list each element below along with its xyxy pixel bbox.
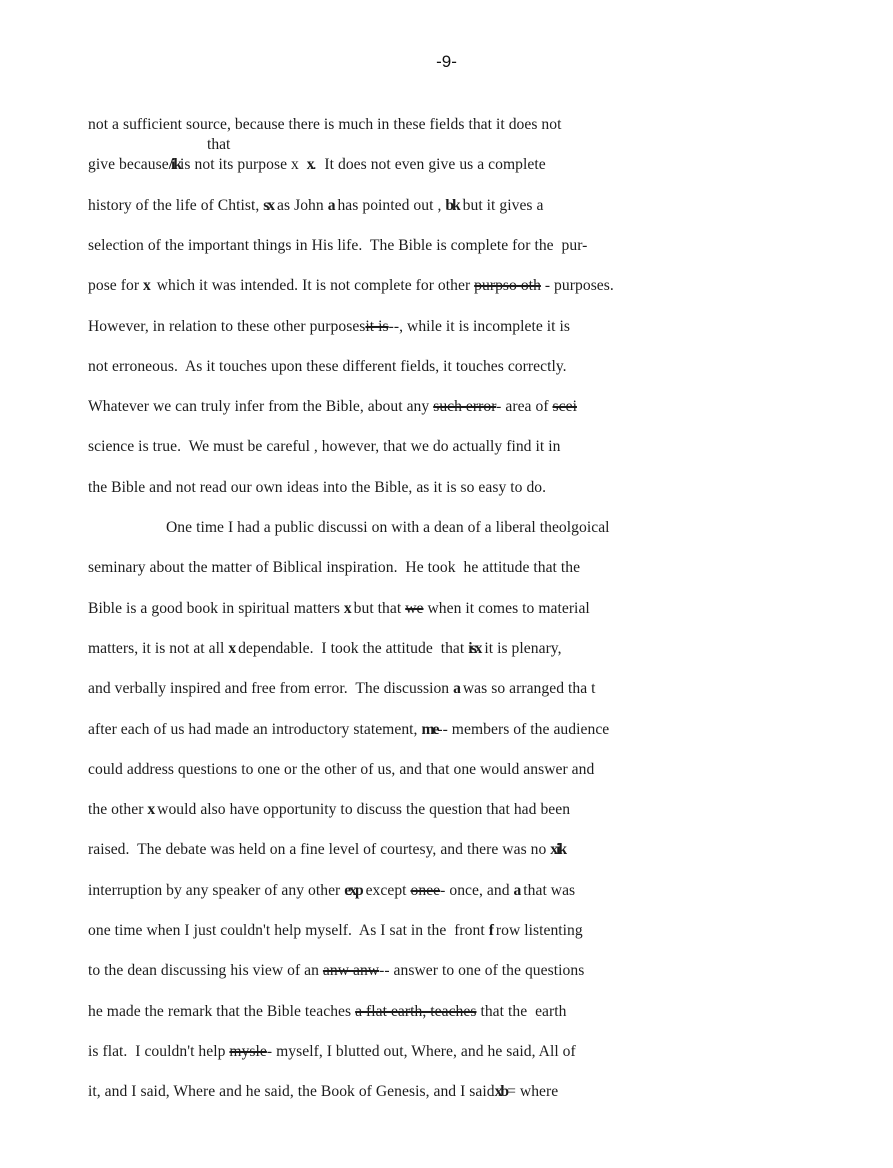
text-line — [88, 640, 562, 658]
text-run: row listenting — [491, 922, 583, 939]
text-run: - once, and — [440, 881, 514, 899]
text-run: pose for — [88, 277, 144, 295]
overtyped-text: isx — [468, 639, 481, 657]
text-run: is flat. I couldn't help — [88, 1042, 230, 1060]
text-run: not erroneous. As it touches upon these different fields, it touches correctly. — [88, 357, 567, 375]
text-line — [88, 761, 594, 779]
struck-text: onee — [410, 881, 441, 899]
struck-text: anw anw — [322, 962, 380, 980]
overtyped-text: exp — [344, 881, 362, 899]
overtyped-text: a — [453, 680, 459, 698]
text-run: However, in relation to these other purposes — [88, 317, 366, 335]
struck-text: such error — [433, 398, 497, 416]
text-line — [88, 1043, 576, 1061]
text-run: it, and I said, Where and he said, the Book of Genesis, and I said — [88, 1083, 495, 1101]
text-line — [88, 1003, 567, 1021]
text-run: as John — [273, 196, 328, 214]
text-run: science is true. We must be careful , however, that we do actually find it in — [88, 438, 561, 456]
text-line — [88, 318, 570, 336]
text-run: one time when I just couldn't help myself. As I sat in the front — [88, 922, 489, 939]
text-run: not a sufficient source, because there is much in these fields that it does not — [88, 116, 562, 133]
text-line — [88, 438, 560, 456]
text-run: --, while it is incomplete it is — [388, 317, 570, 335]
struck-text: a flat earth, teaches — [355, 1002, 477, 1020]
text-run: seminary about the matter of Biblical inspiration. He took he attitude that the — [88, 559, 581, 577]
text-run: which it was intended. It is not complete for other — [148, 277, 475, 295]
overtyped-text: x — [306, 156, 313, 174]
text-run: that was — [519, 881, 576, 899]
text-run: when it comes to material — [423, 599, 590, 617]
text-line — [88, 801, 570, 819]
overtyped-text: a — [327, 196, 334, 214]
text-run: that the earth — [476, 1002, 567, 1020]
text-run: the other — [88, 801, 148, 819]
struck-text: purpso oth — [474, 277, 541, 295]
overtyped-text: x — [228, 639, 235, 657]
text-run: Bible is a good book in spiritual matters — [88, 599, 344, 617]
text-run: - area of — [496, 398, 553, 416]
text-line — [88, 680, 596, 698]
text-run: the Bible and not read our own ideas into the Bible, as it is so easy to do. — [88, 478, 547, 496]
text-run: it is plenary, — [480, 639, 562, 657]
overtyped-text: sx — [263, 196, 274, 214]
text-line — [88, 277, 614, 295]
overtyped-text: /ik — [168, 156, 181, 174]
text-run: = where — [507, 1083, 559, 1101]
paragraph-first-line — [166, 519, 610, 537]
text-run: -- answer to one of the questions — [379, 962, 585, 980]
overtyped-text: me — [421, 720, 438, 738]
text-line — [88, 841, 565, 859]
page-number: -9- — [436, 52, 457, 71]
text-run: selection of the important things in His life. The Bible is complete for the pur- — [88, 236, 588, 254]
overtyped-text: f — [488, 922, 492, 939]
struck-text: we — [405, 599, 424, 617]
text-run: after each of us had made an introductory statement, — [88, 720, 422, 738]
text-run: but that — [349, 599, 406, 617]
text-line — [88, 237, 587, 255]
overtyped-text: xik — [550, 841, 566, 859]
text-line — [88, 962, 584, 980]
text-run: and verbally inspired and free from error. The discussion — [88, 680, 454, 698]
text-run: -- members of the audience — [437, 720, 610, 738]
text-line — [88, 600, 590, 618]
overtyped-text: a — [513, 881, 520, 899]
overtyped-text: x — [143, 277, 149, 295]
overtyped-text: bk — [445, 196, 459, 214]
struck-text: it is — [365, 317, 389, 335]
text-line — [88, 398, 577, 416]
overtyped-text: x — [147, 801, 154, 819]
text-run: matters, it is not at all — [88, 639, 229, 657]
text-run: - purposes. — [540, 277, 614, 295]
text-line — [88, 721, 609, 739]
text-line — [88, 197, 543, 215]
text-line — [88, 358, 567, 376]
text-line — [88, 922, 583, 940]
text-run: - myself, I blutted out, Where, and he said, All of — [266, 1042, 576, 1060]
text-run: One time I had a public discussi on with a dean of a liberal theolgoical — [166, 519, 610, 536]
text-run: could address questions to one or the other of us, and that one would answer and — [88, 760, 595, 778]
text-run: dependable. I took the attitude that — [234, 639, 469, 657]
text-run: but it gives a — [458, 196, 544, 214]
text-line — [88, 479, 546, 497]
text-run: he made the remark that the Bible teaches — [88, 1002, 356, 1020]
text-run: would also have opportunity to discuss the question that had been — [153, 801, 571, 819]
text-line — [88, 1083, 558, 1101]
interlinear-insertion: that — [207, 136, 231, 153]
text-line — [88, 156, 546, 174]
text-run: has pointed out , — [333, 196, 446, 214]
text-run: Whatever we can truly infer from the Bible, about any — [88, 398, 434, 416]
struck-text: mysle — [229, 1042, 267, 1060]
text-run: was so arranged tha t — [458, 680, 596, 698]
text-run: except — [361, 881, 411, 899]
struck-text: scei — [552, 398, 577, 416]
text-line — [88, 882, 575, 900]
overtyped-text: x — [343, 599, 350, 617]
text-run: give because — [88, 156, 169, 174]
text-run: . It does not even give us a complete — [312, 156, 546, 174]
text-run: to the dean discussing his view of an — [88, 962, 323, 980]
text-line — [88, 116, 562, 134]
overtyped-text: xb — [494, 1083, 508, 1101]
text-run: raised. The debate was held on a fine level of courtesy, and there was no — [88, 841, 551, 859]
text-line — [88, 559, 580, 577]
text-run: is not its purpose x — [180, 156, 307, 174]
text-run: interruption by any speaker of any other — [88, 881, 345, 899]
text-run: history of the life of Chtist, — [88, 196, 264, 214]
